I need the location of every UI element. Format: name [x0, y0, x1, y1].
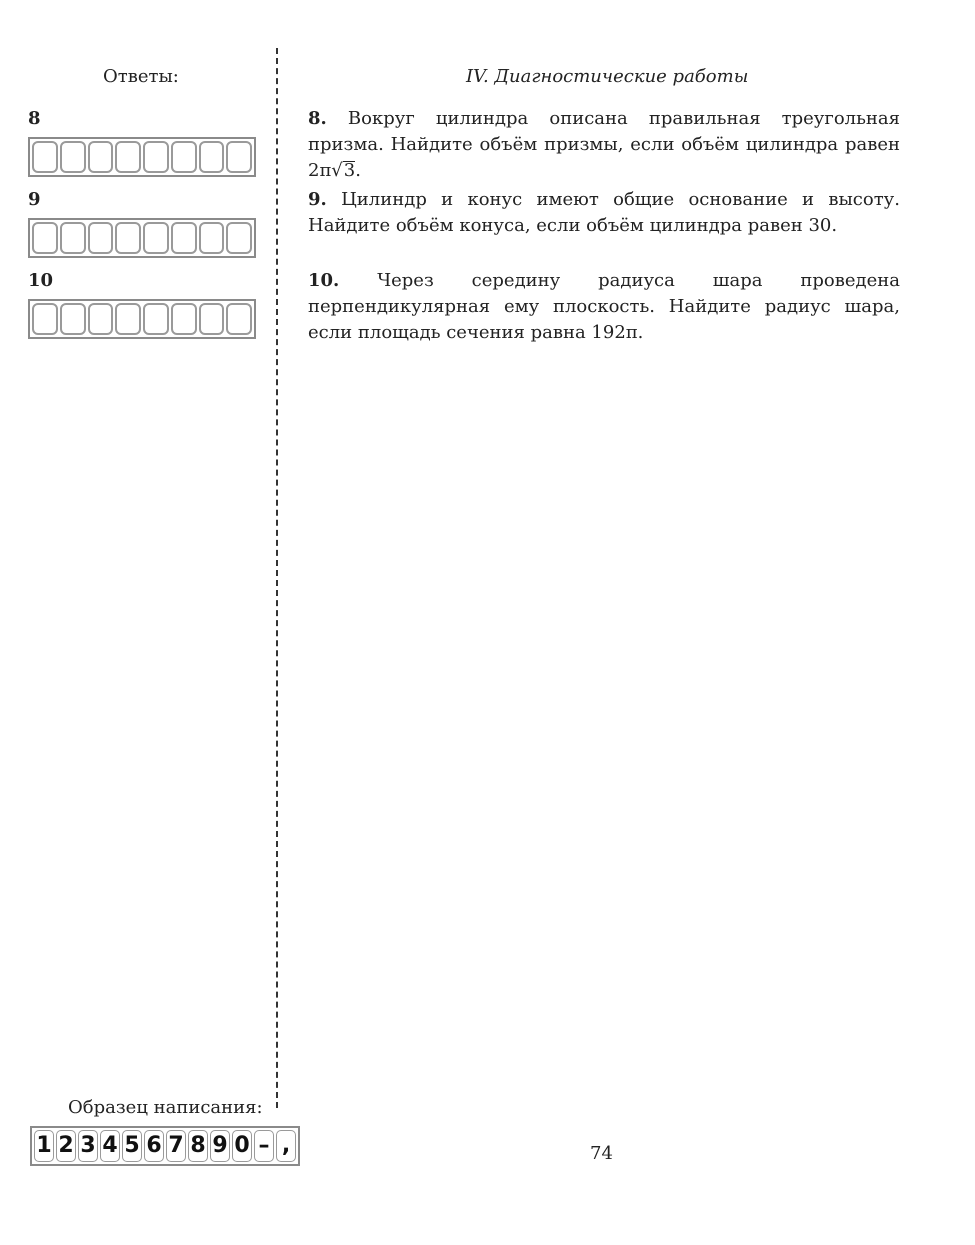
answer-label-9: 9 [28, 189, 41, 210]
sample-char: 5 [122, 1130, 142, 1162]
answer-cell[interactable] [171, 141, 197, 173]
answer-cell[interactable] [32, 303, 58, 335]
answer-cell[interactable] [226, 141, 252, 173]
answer-cell[interactable] [115, 141, 141, 173]
answer-cell[interactable] [32, 222, 58, 254]
answer-cell[interactable] [88, 141, 114, 173]
sample-char: 1 [34, 1130, 54, 1162]
section-title: IV. Диагностические работы [466, 66, 749, 87]
task-text: Вокруг цилиндра описана правильная треугольная призма. Найдите объём призмы, если объём цилиндра равен 2π [308, 108, 900, 181]
answer-cell[interactable] [143, 303, 169, 335]
task-8 [308, 106, 900, 184]
answer-label-8: 8 [28, 108, 41, 129]
task-tail: . [355, 160, 361, 181]
dashed-divider [276, 48, 278, 1108]
task-10 [308, 268, 900, 346]
task-number: 9. [308, 189, 327, 210]
sqrt-argument: 3 [343, 160, 356, 181]
task-9 [308, 187, 900, 239]
answer-cell[interactable] [199, 303, 225, 335]
answer-cell[interactable] [88, 303, 114, 335]
answer-cell[interactable] [199, 222, 225, 254]
answer-cell[interactable] [143, 222, 169, 254]
task-number: 8. [308, 108, 327, 129]
answer-cell[interactable] [88, 222, 114, 254]
answer-cell[interactable] [32, 141, 58, 173]
sample-char: – [254, 1130, 274, 1162]
task-text: Через середину радиуса шара проведена перпендикулярная ему плоскость. Найдите радиус шара, если площадь сечения равна 192π. [308, 270, 900, 343]
answer-field-8[interactable] [28, 137, 256, 177]
answer-cell[interactable] [60, 303, 86, 335]
sample-char: 8 [188, 1130, 208, 1162]
sample-char: 0 [232, 1130, 252, 1162]
task-number: 10. [308, 270, 340, 291]
answer-cell[interactable] [115, 303, 141, 335]
sample-label: Образец написания: [68, 1097, 263, 1118]
answer-field-10[interactable] [28, 299, 256, 339]
answer-cell[interactable] [226, 303, 252, 335]
sample-char: 6 [144, 1130, 164, 1162]
sample-char: 4 [100, 1130, 120, 1162]
answer-cell[interactable] [143, 141, 169, 173]
answer-cell[interactable] [199, 141, 225, 173]
sample-writing [30, 1126, 300, 1166]
answer-label-10: 10 [28, 270, 54, 291]
answer-cell[interactable] [60, 141, 86, 173]
sample-char: 7 [166, 1130, 186, 1162]
answer-cell[interactable] [226, 222, 252, 254]
answer-cell[interactable] [171, 222, 197, 254]
task-text: Цилиндр и конус имеют общие основание и высоту. Найдите объём конуса, если объём цилиндра равен 30. [308, 189, 900, 236]
answer-cell[interactable] [60, 222, 86, 254]
answer-cell[interactable] [115, 222, 141, 254]
sample-char: 2 [56, 1130, 76, 1162]
answer-cell[interactable] [171, 303, 197, 335]
sample-char: 9 [210, 1130, 230, 1162]
sample-char: , [276, 1130, 296, 1162]
sample-char: 3 [78, 1130, 98, 1162]
sqrt-expression: √3 [331, 160, 356, 181]
answer-field-9[interactable] [28, 218, 256, 258]
answers-title: Ответы: [103, 66, 179, 87]
page-number: 74 [590, 1143, 613, 1164]
